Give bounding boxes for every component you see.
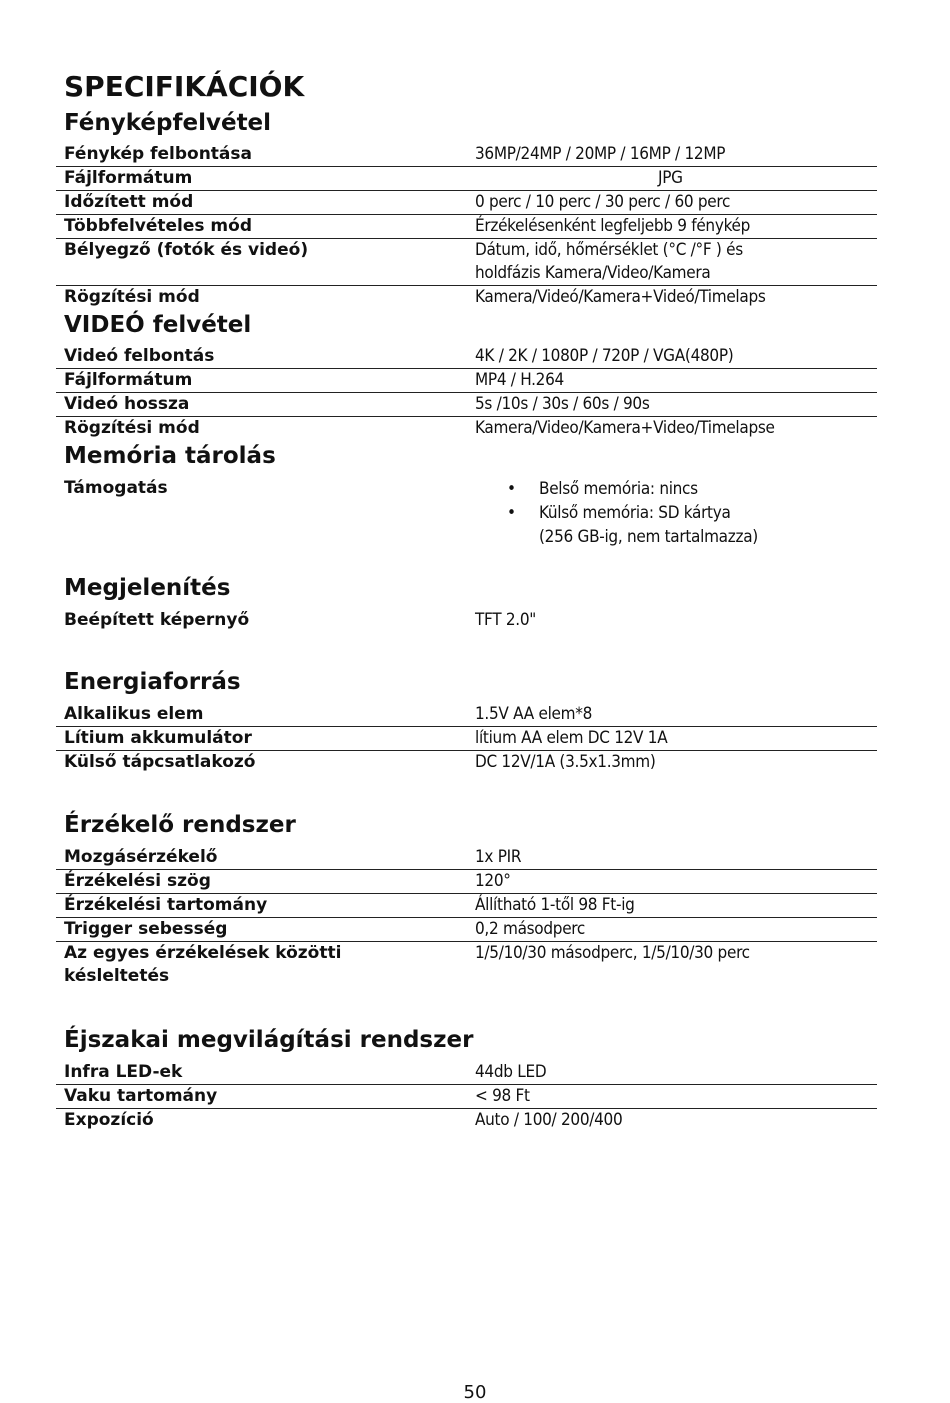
spec-row (56, 417, 877, 440)
spec-row (56, 191, 877, 215)
spec-row (56, 286, 877, 309)
spec-value: Auto / 100/ 200/400 (475, 1110, 623, 1130)
spec-value-line: holdfázis Kamera/Video/Kamera (475, 263, 711, 283)
spec-label: Fénykép felbontása (64, 144, 252, 164)
spec-value: Kamera/Video/Kamera+Video/Timelapse (475, 418, 775, 438)
spec-value: MP4 / H.264 (475, 370, 564, 390)
spec-value: Kamera/Videó/Kamera+Videó/Timelaps (475, 287, 766, 307)
spec-label: Fájlformátum (64, 168, 193, 188)
spec-value: < 98 Ft (475, 1086, 530, 1106)
section-heading-power: Energiaforrás (64, 669, 241, 695)
spec-row (56, 1109, 877, 1132)
spec-value: 1/5/10/30 másodperc, 1/5/10/30 perc (475, 943, 750, 963)
spec-row (56, 167, 877, 191)
spec-row (56, 143, 877, 167)
spec-row (56, 942, 877, 988)
spec-label: Érzékelési tartomány (64, 895, 268, 915)
spec-row (56, 393, 877, 417)
power-spec-table (56, 703, 877, 774)
spec-value: 120° (475, 871, 511, 891)
spec-label: Érzékelési szög (64, 871, 211, 891)
spec-label: Rögzítési mód (64, 418, 200, 438)
spec-row (56, 846, 877, 870)
spec-value: 0,2 másodperc (475, 919, 586, 939)
section-heading-night: Éjszakai megvilágítási rendszer (64, 1027, 474, 1053)
spec-value: 44db LED (475, 1062, 547, 1082)
section-heading-memory: Memória tárolás (64, 443, 276, 469)
bullet-icon: • (507, 503, 516, 523)
section-heading-display: Megjelenítés (64, 575, 231, 601)
spec-row (56, 477, 877, 549)
spec-label: Beépített képernyő (64, 610, 250, 630)
photo-spec-table (56, 143, 877, 309)
list-item: • Külső memória: SD kártya (507, 503, 731, 523)
spec-label: Többfelvételes mód (64, 216, 252, 236)
spec-label: Videó felbontás (64, 346, 215, 366)
spec-label: Lítium akkumulátor (64, 728, 252, 748)
night-spec-table (56, 1061, 877, 1132)
spec-label-line: késleltetés (64, 966, 170, 986)
spec-label: Időzített mód (64, 192, 194, 212)
spec-value (475, 239, 877, 285)
spec-value: 1x PIR (475, 847, 522, 867)
spec-row (56, 894, 877, 918)
spec-row (56, 727, 877, 751)
spec-value: 1.5V AA elem*8 (475, 704, 593, 724)
spec-label (56, 942, 475, 988)
spec-label: Külső tápcsatlakozó (64, 752, 256, 772)
spec-row (56, 870, 877, 894)
spec-value: TFT 2.0" (475, 610, 536, 630)
spec-value: lítium AA elem DC 12V 1A (475, 728, 668, 748)
spec-row (56, 1085, 877, 1109)
spec-label: Trigger sebesség (64, 919, 228, 939)
sensor-spec-table (56, 846, 877, 988)
spec-value-line: Dátum, idő, hőmérséklet (°C /°F ) és (475, 240, 743, 260)
spec-row (56, 609, 877, 632)
spec-row (56, 345, 877, 369)
spec-row (56, 369, 877, 393)
spec-label: Támogatás (64, 478, 168, 498)
spec-row (56, 215, 877, 239)
spec-label: Mozgásérzékelő (64, 847, 218, 867)
spec-value: JPG (658, 168, 683, 188)
spec-label: Infra LED-ek (64, 1062, 183, 1082)
page-title: SPECIFIKÁCIÓK (64, 70, 305, 103)
section-heading-photo: Fényképfelvétel (64, 110, 272, 136)
spec-row (56, 918, 877, 942)
spec-value: DC 12V/1A (3.5x1.3mm) (475, 752, 656, 772)
spec-label: Alkalikus elem (64, 704, 204, 724)
spec-value: 36MP/24MP / 20MP / 16MP / 12MP (475, 144, 726, 164)
spec-value: 0 perc / 10 perc / 30 perc / 60 perc (475, 192, 731, 212)
memory-spec-table (56, 477, 877, 549)
section-heading-video: VIDEÓ felvétel (64, 312, 252, 338)
spec-label-line: Az egyes érzékelések közötti (64, 943, 342, 963)
spec-label: Videó hossza (64, 394, 190, 414)
spec-value (475, 477, 877, 549)
spec-value: 5s /10s / 30s / 60s / 90s (475, 394, 650, 414)
spec-label: Rögzítési mód (64, 287, 200, 307)
section-heading-sensor: Érzékelő rendszer (64, 812, 296, 838)
spec-row (56, 1061, 877, 1085)
display-spec-table (56, 609, 877, 632)
list-item: • Belső memória: nincs (507, 479, 698, 499)
list-item-continuation: (256 GB-ig, nem tartalmazza) (539, 527, 758, 547)
spec-label: Vaku tartomány (64, 1086, 218, 1106)
spec-label: Fájlformátum (64, 370, 193, 390)
page-number: 50 (463, 1382, 487, 1403)
memory-bullet-list (475, 477, 877, 549)
spec-value: 4K / 2K / 1080P / 720P / VGA(480P) (475, 346, 734, 366)
bullet-icon: • (507, 479, 516, 499)
spec-value: Érzékelésenként legfeljebb 9 fénykép (475, 216, 751, 236)
spec-label: Expozíció (64, 1110, 154, 1130)
spec-row (56, 751, 877, 774)
spec-row (56, 703, 877, 727)
spec-row (56, 239, 877, 286)
spec-label: Bélyegző (fotók és videó) (64, 240, 309, 260)
spec-value: Állítható 1-től 98 Ft-ig (475, 895, 635, 915)
video-spec-table (56, 345, 877, 440)
